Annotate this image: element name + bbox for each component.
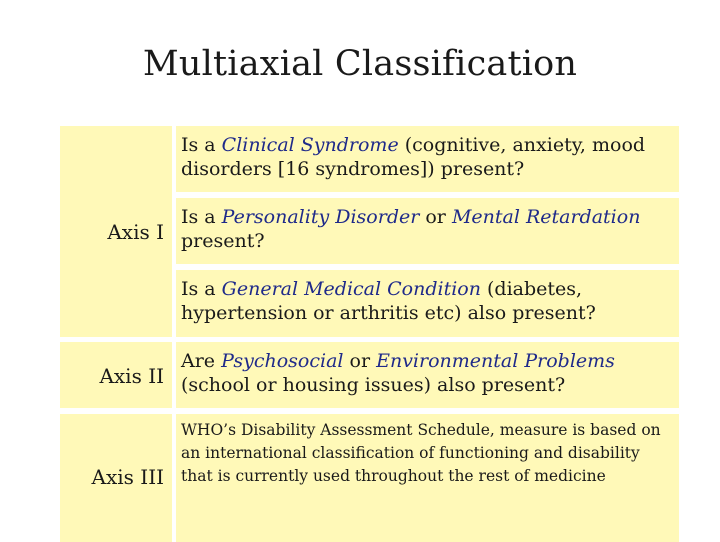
row4-mid: or xyxy=(343,350,377,372)
row4-pre: Are xyxy=(181,350,222,372)
row5-description: WHO’s Disability Assessment Schedule, measure is based on an international classification of functioning and disability that is currently used throughout the rest of medicine xyxy=(181,421,661,485)
row2-question xyxy=(181,205,676,253)
row1-question xyxy=(181,133,676,181)
row4-emphasis-2: Environmental Problems xyxy=(376,350,615,372)
slide-title: Multiaxial Classification xyxy=(142,44,578,84)
row3-question xyxy=(181,277,676,325)
axis-i-label: Axis I xyxy=(107,220,164,244)
row2-emphasis-2: Mental Retardation xyxy=(451,206,641,228)
row4-emphasis-1: Psychosocial xyxy=(221,350,344,372)
row4-question xyxy=(181,349,676,397)
row1-rest: (cognitive, anxiety, mood disorders [16 syndromes]) present? xyxy=(181,134,646,180)
row3-rest: (diabetes, hypertension or arthritis etc) also present? xyxy=(181,278,596,324)
row2-mid: or xyxy=(419,206,452,228)
row2-pre: Is a xyxy=(181,206,222,228)
row3-emphasis: General Medical Condition xyxy=(221,278,481,300)
row1-pre: Is a xyxy=(181,134,222,156)
axis-ii-label: Axis II xyxy=(99,364,164,388)
row1-emphasis: Clinical Syndrome xyxy=(221,134,399,156)
row2-post: present? xyxy=(181,230,265,252)
axis-iii-label: Axis III xyxy=(91,465,164,489)
row4-post: (school or housing issues) also present? xyxy=(181,374,566,396)
row2-emphasis-1: Personality Disorder xyxy=(221,206,420,228)
row3-pre: Is a xyxy=(181,278,222,300)
